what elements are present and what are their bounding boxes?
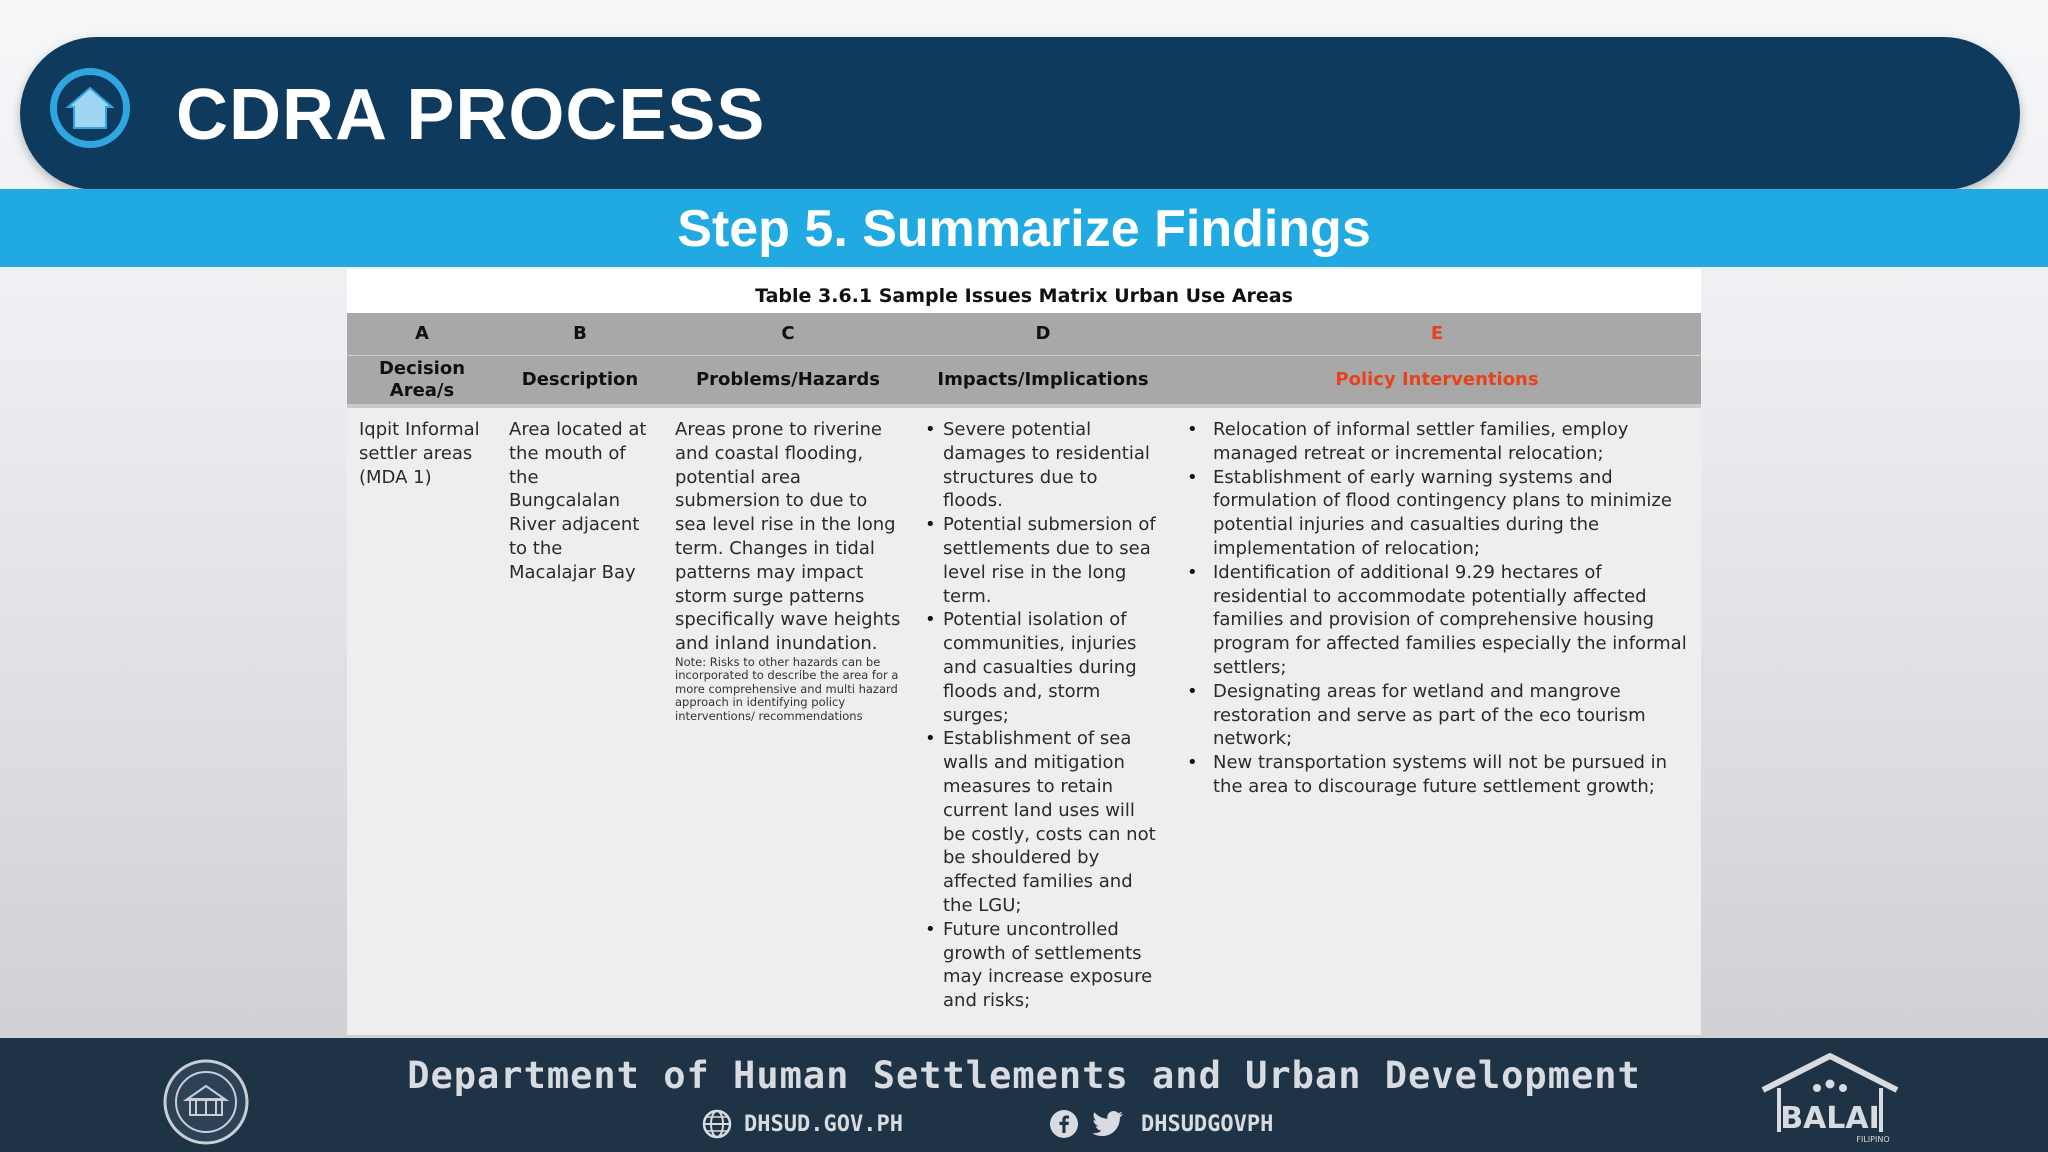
column-letter-b: B <box>573 323 587 344</box>
list-item: • Relocation of informal settler families, employ managed retreat or incremental relocation; <box>1185 418 1691 466</box>
column-headers-row <box>347 356 1701 408</box>
title-banner <box>20 37 2020 190</box>
column-letter-a: A <box>415 323 429 344</box>
social-handle[interactable]: DHSUDGOVPH <box>1140 1111 1274 1137</box>
svg-text:BALAI: BALAI <box>1780 1101 1880 1136</box>
column-letters-row <box>347 313 1701 356</box>
cell-decision-area: Iqpit Informal settler areas (MDA 1) <box>359 419 480 488</box>
list-item: • Establishment of early warning systems and formulation of flood contingency plans to minimize potential injuries and casualties during the implementation of relocation; <box>1185 466 1691 561</box>
home-icon <box>50 68 130 148</box>
list-item: • Future uncontrolled growth of settlements may increase exposure and risks; <box>925 918 1163 1013</box>
column-letter-d: D <box>1035 323 1051 344</box>
footer-links <box>700 1106 1273 1142</box>
svg-text:FILIPINO: FILIPINO <box>1856 1135 1890 1144</box>
step-title: Step 5. Summarize Findings <box>0 189 2048 267</box>
problems-text: Areas prone to riverine and coastal flooding, potential area submersion to due to sea level rise in the long term. Changes in tidal patterns may impact storm surge patterns specifically wave heights and inland inundation. <box>675 419 901 655</box>
page-title: CDRA PROCESS <box>176 75 766 155</box>
problems-note: Note: Risks to other hazards can be incorporated to describe the area for a more comprehensive and multi hazard approach in identifying policy interventions/ recommendations <box>675 654 899 723</box>
list-item: • Designating areas for wetland and mangrove restoration and serve as part of the eco tourism network; <box>1185 680 1691 751</box>
cell-impacts <box>913 418 1173 1013</box>
header-problems-hazards: Problems/Hazards <box>695 369 881 390</box>
header-description: Description <box>521 369 639 390</box>
list-item: • New transportation systems will not be pursued in the area to discourage future settlement growth; <box>1185 751 1691 799</box>
header-policy-interventions: Policy Interventions <box>1335 369 1539 390</box>
balai-filipino-logo <box>1755 1052 1905 1146</box>
header-decision-areas: Decision Area/s <box>378 358 466 401</box>
list-item: • Identification of additional 9.29 hectares of residential to accommodate potentially affected families and provision of comprehensive housing program for affected families especially the informal settlers; <box>1185 561 1691 680</box>
twitter-icon[interactable] <box>1091 1107 1125 1141</box>
header-impacts-implications: Impacts/Implications <box>937 369 1149 390</box>
cell-description: Area located at the mouth of the Bungcalalan River adjacent to the Macalajar Bay <box>509 419 647 583</box>
department-name: Department of Human Settlements and Urban Development <box>407 1054 1641 1097</box>
website-link[interactable]: DHSUD.GOV.PH <box>744 1111 903 1137</box>
table-caption: Table 3.6.1 Sample Issues Matrix Urban Use Areas <box>347 269 1701 313</box>
globe-icon <box>700 1107 734 1141</box>
list-item: • Potential submersion of settlements due to sea level rise in the long term. <box>925 513 1163 608</box>
facebook-icon[interactable] <box>1047 1107 1081 1141</box>
issues-matrix-table <box>347 269 1701 1035</box>
impacts-list <box>925 418 1163 1013</box>
list-item: • Establishment of sea walls and mitigation measures to retain current land uses will be costly, costs can not be shouldered by affected families and the LGU; <box>925 727 1163 917</box>
cell-problems-hazards <box>663 418 913 1013</box>
policy-list <box>1185 418 1691 799</box>
footer-bar <box>0 1038 2048 1152</box>
cell-policy-interventions <box>1173 418 1701 1013</box>
column-letter-c: C <box>781 323 795 344</box>
list-item: • Severe potential damages to residential structures due to floods. <box>925 418 1163 513</box>
list-item: • Potential isolation of communities, injuries and casualties during floods and, storm surges; <box>925 608 1163 727</box>
table-row <box>347 408 1701 1013</box>
column-letter-e: E <box>1430 323 1444 344</box>
